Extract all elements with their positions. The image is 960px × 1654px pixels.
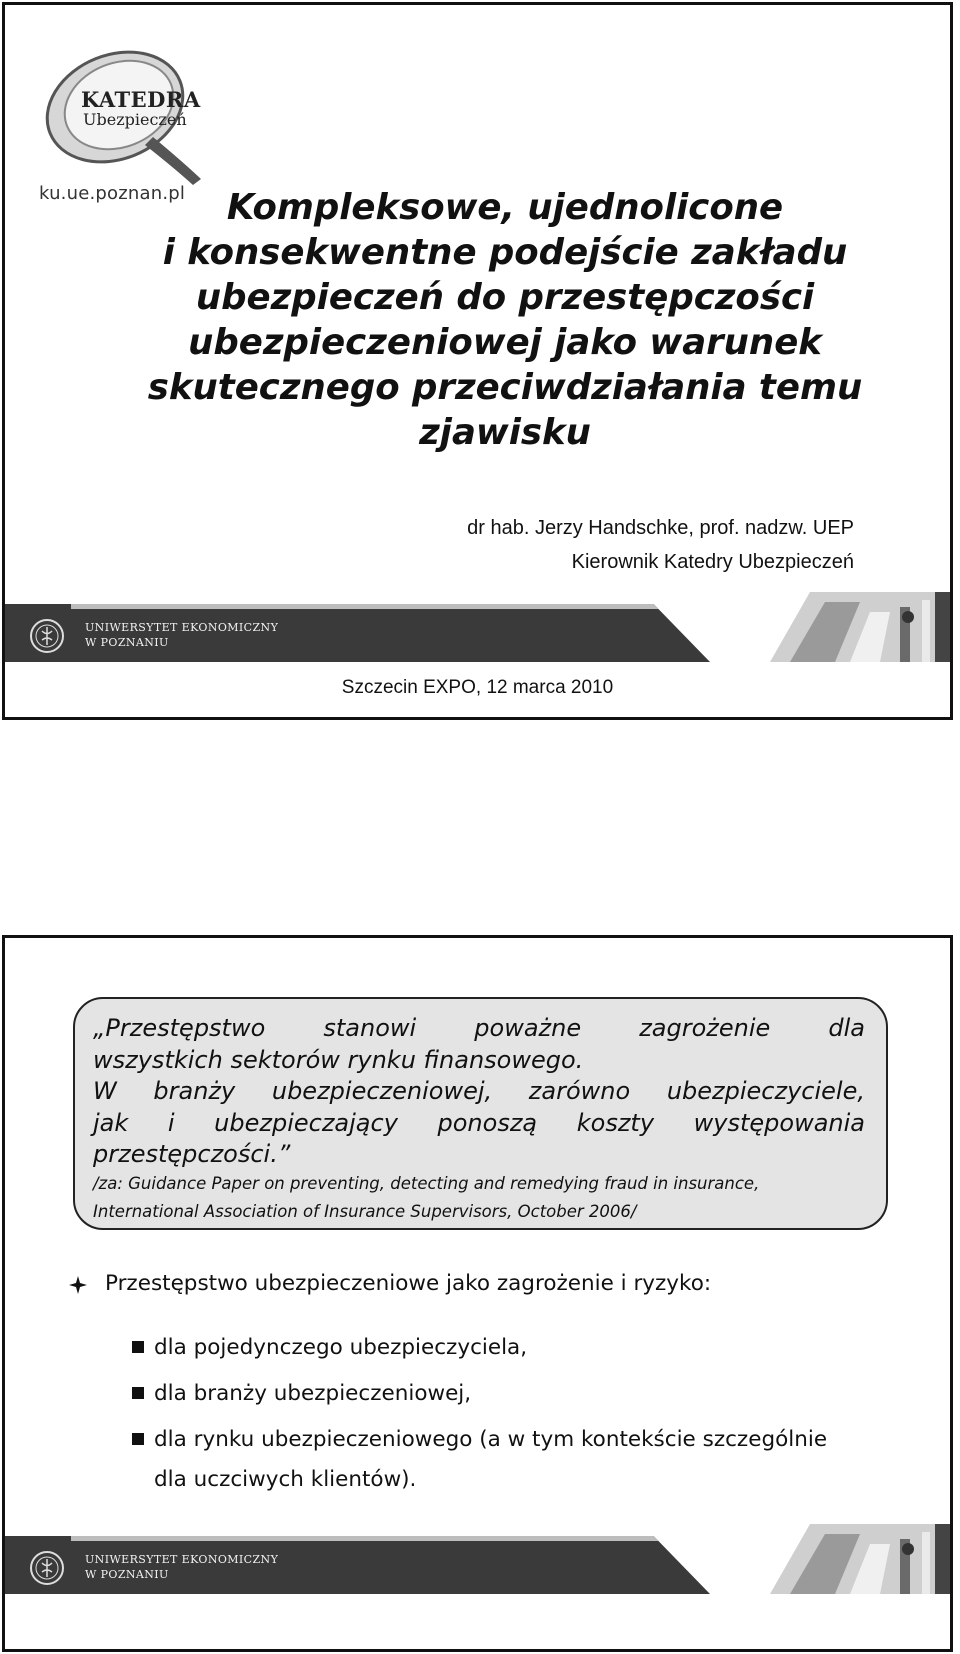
main-point-label: Przestępstwo ubezpieczeniowe jako zagrożenie i ryzyko: [105, 1271, 712, 1296]
square-bullet-icon [132, 1387, 144, 1399]
university-seal-icon [29, 1550, 65, 1586]
list-item [132, 1328, 827, 1368]
quote-box [73, 997, 888, 1230]
list-item-label: dla pojedynczego ubezpieczyciela, [154, 1335, 528, 1360]
content-slide [2, 935, 953, 1652]
list-item [132, 1420, 827, 1500]
quote-line: W branży ubezpieczeniowej, zarówno ubezpieczyciele, [93, 1077, 865, 1105]
list-item [132, 1374, 827, 1414]
title-line: Kompleksowe, ujednolicone [226, 187, 784, 228]
logo-text-katedra: KATEDRA [81, 87, 201, 112]
author-block [467, 511, 854, 579]
university-banner [5, 1532, 950, 1594]
university-seal-icon [29, 618, 65, 654]
list-item-label: dla rynku ubezpieczeniowego (a w tym kontekście szczególnie [154, 1427, 828, 1452]
building-photo [750, 592, 950, 662]
university-name [85, 620, 278, 650]
title-line: ubezpieczeń do przestępczości [195, 277, 815, 318]
building-photo [750, 1524, 950, 1594]
source-line: /za: Guidance Paper on preventing, detecting and remedying fraud in insurance, [93, 1174, 760, 1193]
university-name-line: UNIWERSYTET EKONOMICZNY [85, 1553, 279, 1566]
title-slide [2, 2, 953, 720]
university-name-line: UNIWERSYTET EKONOMICZNY [85, 621, 279, 634]
author-role: Kierownik Katedry Ubezpieczeń [571, 551, 854, 573]
quote-line: „Przestępstwo stanowi poważne zagrożenie dla [93, 1014, 865, 1042]
presentation-title [105, 185, 905, 455]
title-line: zjawisku [419, 412, 591, 453]
quote-source [93, 1170, 865, 1226]
university-banner [5, 600, 950, 662]
source-line: International Association of Insurance Supervisors, October 2006/ [93, 1202, 637, 1221]
quote-line: wszystkich sektorów rynku finansowego. [93, 1045, 584, 1074]
event-info: Szczecin EXPO, 12 marca 2010 [341, 677, 614, 698]
list-item-label-continued: dla uczciwych klientów). [154, 1467, 417, 1492]
university-name [85, 1552, 278, 1582]
university-name-line: W POZNANIU [85, 1568, 169, 1581]
university-name-line: W POZNANIU [85, 636, 169, 649]
diamond-bullet-icon [69, 1276, 87, 1294]
title-line: ubezpieczeniowej jako warunek [188, 322, 822, 363]
square-bullet-icon [132, 1433, 144, 1445]
logo-text-ubezpieczen: Ubezpieczeń [83, 110, 187, 129]
quote-line: przestępczości.” [93, 1140, 291, 1168]
quote-line: jak i ubezpieczający ponoszą koszty występowania [93, 1108, 865, 1137]
list-item-label: dla branży ubezpieczeniowej, [154, 1381, 472, 1406]
square-bullet-icon [132, 1341, 144, 1353]
title-line: i konsekwentne podejście zakładu [162, 232, 848, 273]
author-name: dr hab. Jerzy Handschke, prof. nadzw. UEP [467, 517, 854, 539]
title-line: skutecznego przeciwdziałania temu [147, 367, 863, 408]
katedra-q-icon [33, 37, 203, 187]
sub-point-list [132, 1328, 827, 1500]
logo-url: ku.ue.poznan.pl [39, 183, 186, 204]
